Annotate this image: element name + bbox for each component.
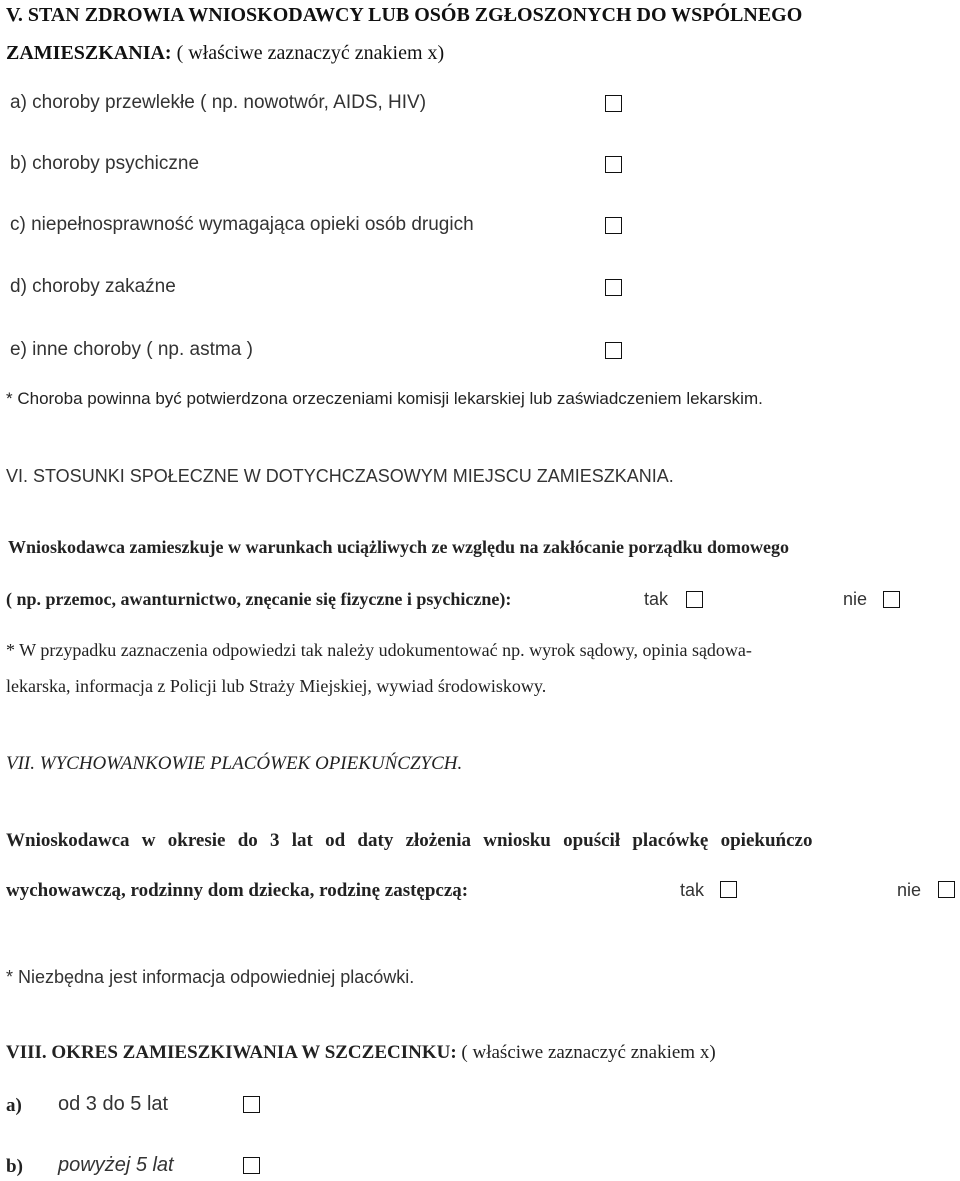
checkbox-institution-nie[interactable]	[938, 881, 955, 898]
section-7-note: * Niezbędna jest informacja odpowiedniej placówki.	[6, 967, 415, 987]
health-item-b: b) choroby psychiczne	[10, 153, 200, 174]
section-6-nie-label: nie	[843, 589, 868, 609]
checkbox-residence-over-5[interactable]	[243, 1157, 260, 1174]
section-7-line2: wychowawczą, rodzinny dom dziecka, rodzinę zastępczą:	[6, 880, 469, 901]
section-7-tak-label: tak	[680, 880, 705, 900]
residence-option-b-label: powyżej 5 lat	[58, 1154, 174, 1176]
section-5-subtitle-bold: ZAMIESZKANIA:	[6, 42, 172, 64]
section-8-title	[6, 1043, 716, 1062]
health-item-c: c) niepełnosprawność wymagająca opieki osób drugich	[10, 214, 474, 235]
section-7-nie-label: nie	[897, 880, 922, 900]
section-6-line1: Wnioskodawca zamieszkuje w warunkach uciążliwych ze względu na zakłócanie porządku domowego	[8, 537, 790, 557]
health-item-d: d) choroby zakaźne	[10, 276, 176, 297]
section-6-note-line1: * W przypadku zaznaczenia odpowiedzi tak należy udokumentować np. wyrok sądowy, opinia sądowa-	[6, 640, 752, 660]
section-8-title-rest: ( właściwe zaznaczyć znakiem x)	[456, 1042, 716, 1063]
section-5-subtitle-rest: ( właściwe zaznaczyć znakiem x)	[171, 42, 445, 64]
section-6-line2: ( np. przemoc, awanturnictwo, znęcanie się fizyczne i psychiczne):	[6, 589, 512, 609]
section-5-subtitle	[6, 43, 444, 63]
checkbox-health-b[interactable]	[605, 156, 622, 173]
section-8-title-bold: VIII. OKRES ZAMIESZKIWANIA W SZCZECINKU:	[6, 1042, 457, 1063]
checkbox-health-a[interactable]	[605, 95, 622, 112]
section-7-title: VII. WYCHOWANKOWIE PLACÓWEK OPIEKUŃCZYCH.	[6, 753, 463, 774]
section-7-line1: Wnioskodawca w okresie do 3 lat od daty złożenia wniosku opuścił placówkę opiekuńczo	[6, 830, 813, 851]
checkbox-social-nie[interactable]	[883, 591, 900, 608]
section-5-title: V. STAN ZDROWIA WNIOSKODAWCY LUB OSÓB ZGŁOSZONYCH DO WSPÓLNEGO	[6, 4, 803, 26]
section-6-tak-label: tak	[644, 589, 669, 609]
checkbox-social-tak[interactable]	[686, 591, 703, 608]
checkbox-health-d[interactable]	[605, 279, 622, 296]
checkbox-health-c[interactable]	[605, 217, 622, 234]
section-6-title: VI. STOSUNKI SPOŁECZNE W DOTYCHCZASOWYM MIEJSCU ZAMIESZKANIA.	[6, 466, 674, 486]
checkbox-institution-tak[interactable]	[720, 881, 737, 898]
residence-option-a-label: od 3 do 5 lat	[58, 1093, 169, 1115]
residence-option-b-letter: b)	[6, 1156, 23, 1177]
section-6-note-line2: lekarska, informacja z Policji lub Straży Miejskiej, wywiad środowiskowy.	[6, 676, 547, 696]
checkbox-residence-3-5[interactable]	[243, 1096, 260, 1113]
health-item-a: a) choroby przewlekłe ( np. nowotwór, AIDS, HIV)	[10, 92, 427, 113]
health-note: * Choroba powinna być potwierdzona orzeczeniami komisji lekarskiej lub zaświadczeniem lekarskim.	[6, 389, 763, 408]
checkbox-health-e[interactable]	[605, 342, 622, 359]
residence-option-a-letter: a)	[6, 1095, 22, 1116]
health-item-e: e) inne choroby ( np. astma )	[10, 339, 253, 360]
